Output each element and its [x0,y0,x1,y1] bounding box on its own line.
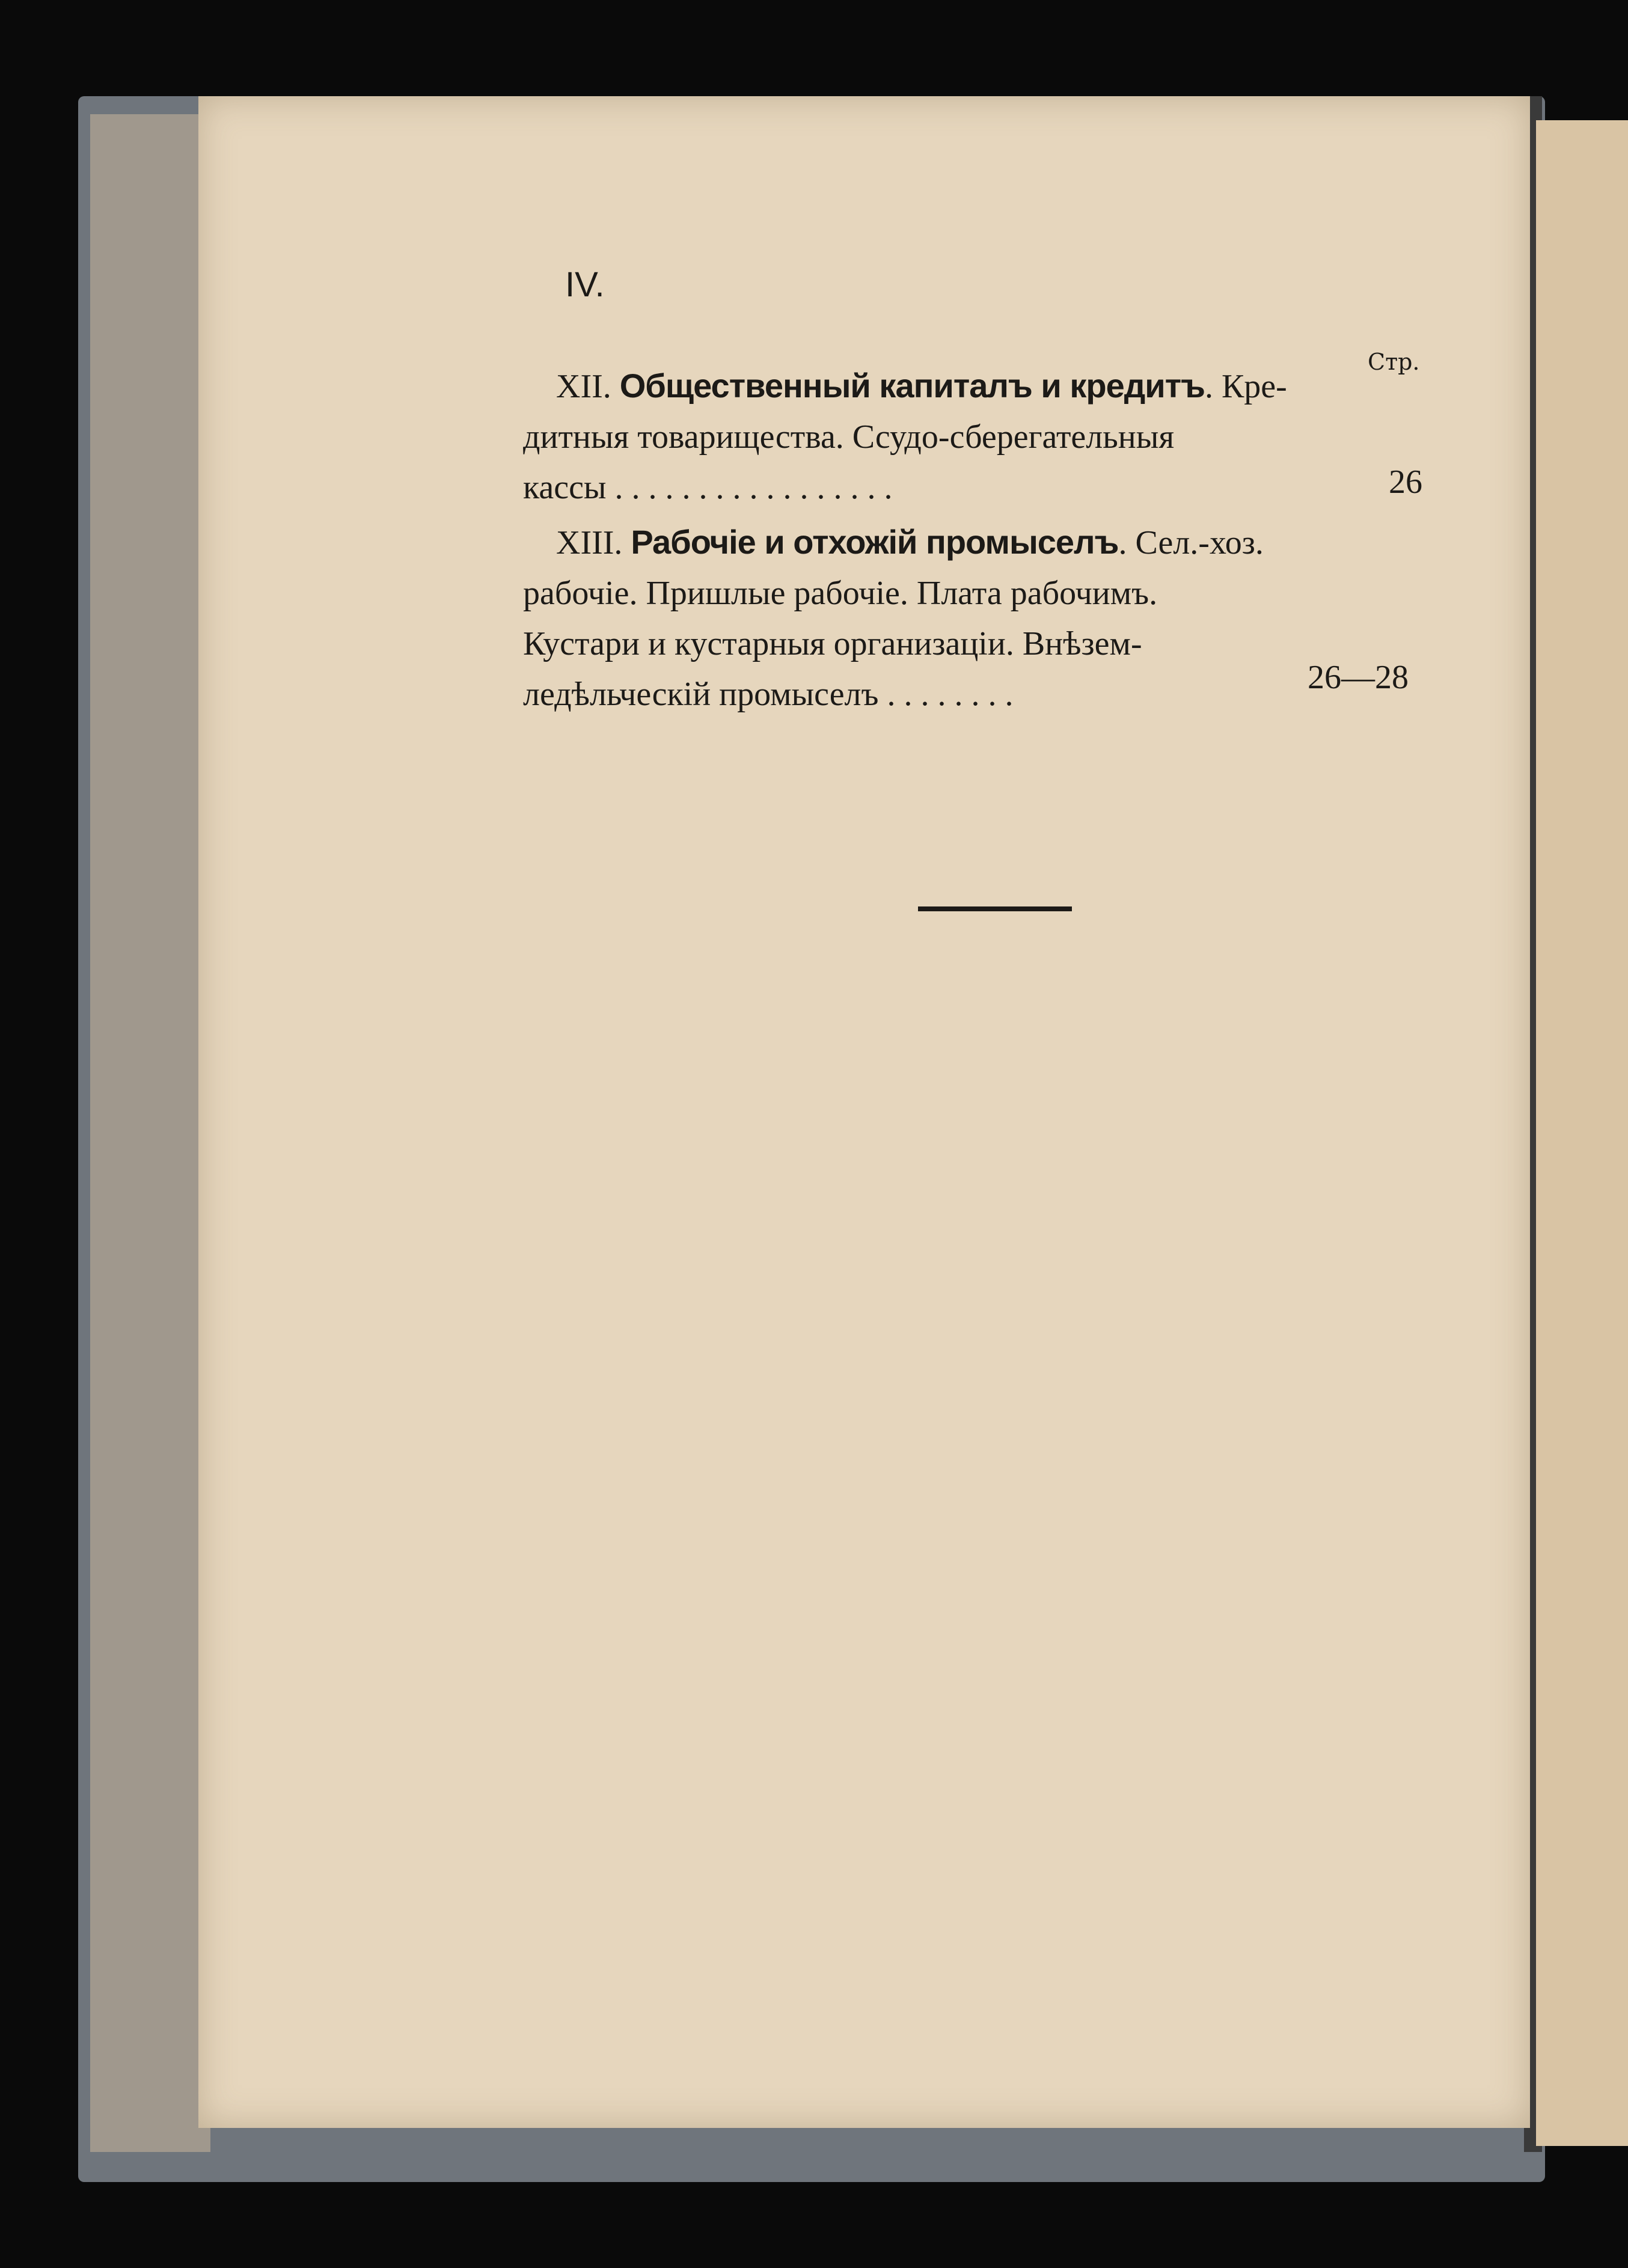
page-number: IV. [565,265,605,304]
page-column-heading: Стр. [1368,349,1420,375]
toc-entry-numeral: XIII. [556,524,623,561]
toc-entry-text: ледѣльческій промыселъ . . . . . . . . [523,676,1014,713]
toc-entry-12 [523,361,1455,513]
toc-entry-text: . Сел.-хоз. [1118,524,1264,561]
toc-entry-title: Общественный капиталъ и кредитъ [619,367,1205,405]
toc-entry-text: Кустари и кустарныя организаціи. Внѣзем- [523,625,1142,662]
toc-entry-numeral: XII. [556,368,611,405]
toc-entry-text: . Кре- [1204,368,1287,405]
cover-endpaper [90,114,210,2152]
toc-entry-text: кассы . . . . . . . . . . . . . . . . . [523,469,893,506]
end-rule [918,906,1072,911]
toc-entry-pages: 26 [1389,463,1422,501]
facing-page-edge [1536,120,1628,2146]
toc-entry-pages: 26—28 [1308,659,1409,696]
toc-entry-text: дитныя товарищества. Ссудо-сберегательныя [523,418,1175,456]
toc-entry-title: Рабочіе и отхожій промыселъ [631,523,1119,561]
toc-entry-text: рабочіе. Пришлые рабочіе. Плата рабочимъ. [523,575,1158,612]
